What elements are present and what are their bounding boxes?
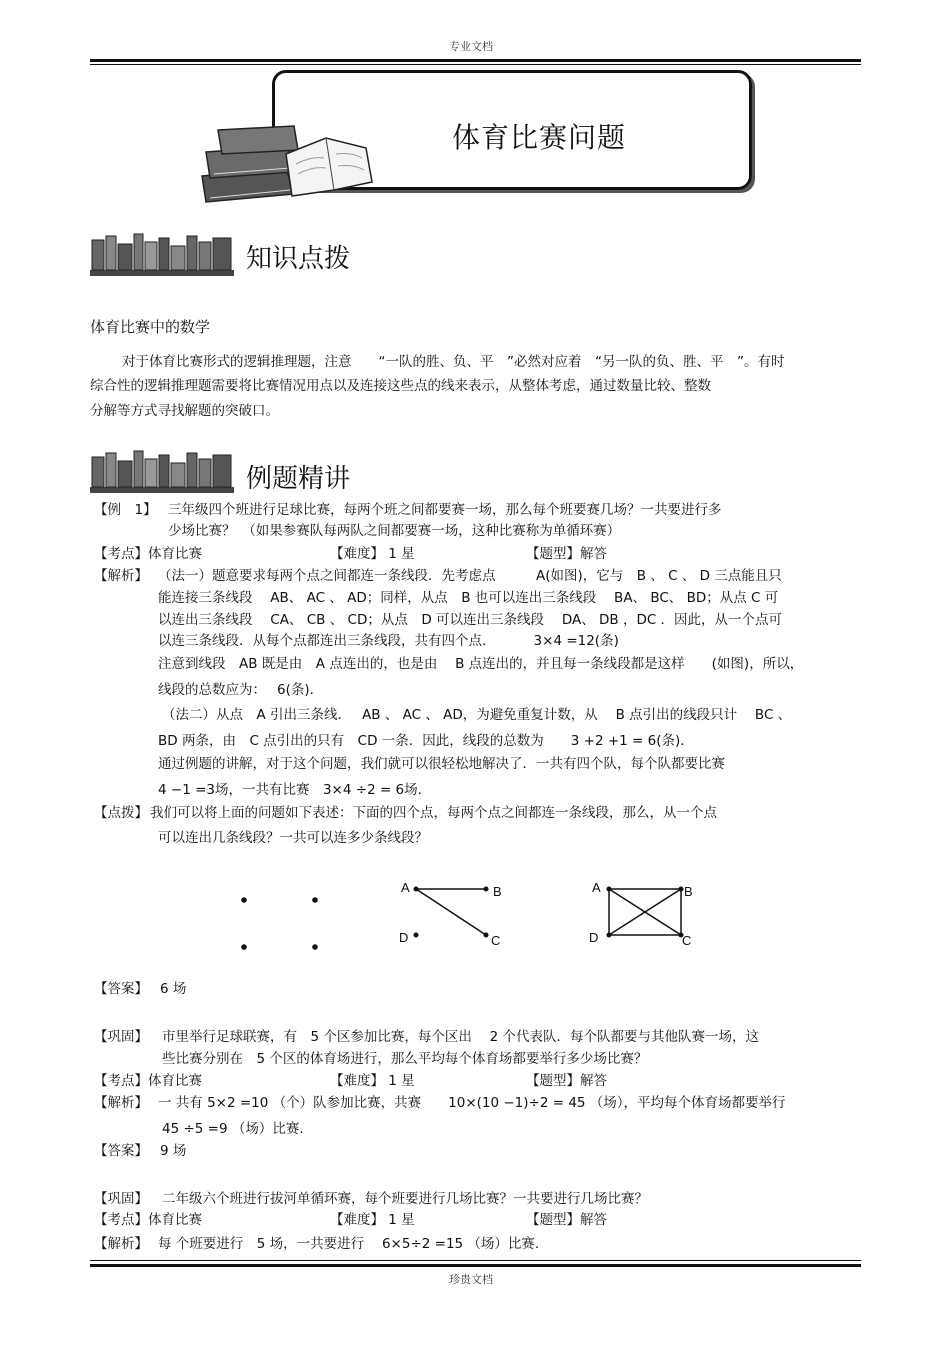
point-label-d: D [399, 930, 409, 945]
page-title: 体育比赛问题 [452, 121, 627, 154]
figure-partial-lines [414, 887, 489, 938]
nandu-label: 【难度】 1 星 [330, 1212, 415, 1228]
jiexi-line: 45 ÷5 =9 （场）比赛. [162, 1121, 304, 1137]
dots-figures [220, 870, 740, 960]
tixing-label: 【题型】解答 [526, 1212, 607, 1228]
exercise-label: 【巩固】 [94, 1029, 148, 1045]
exercise-label: 【巩固】 [94, 1191, 148, 1207]
point-label-d: D [589, 930, 599, 945]
example-label: 【例 1】 [94, 502, 157, 518]
jiexi-label: 【解析】 [94, 568, 148, 584]
jiexi-label: 【解析】 [94, 1236, 148, 1252]
jiexi-line: 通过例题的讲解，对于这个问题，我们就可以很轻松地解决了．一共有四个队，每个队都要比赛 [158, 756, 725, 772]
kaodian-label: 【考点】体育比赛 [94, 1212, 202, 1228]
jiexi-line: 注意到线段 AB 既是由 A 点连出的，也是由 B 点连出的，并且每一条线段都是这样 (如图)，所以， [158, 656, 804, 672]
exercise-question-line: 市里举行足球联赛，有 5 个区参加比赛，每个区出 2 个代表队．每个队都要与其他队赛一场，这 [162, 1029, 760, 1045]
jiexi-line: 4 −1 =3场，一共有比赛 3×4 ÷2 = 6场． [158, 782, 432, 798]
jiexi-line: 每 个班要进行 5 场，一共要进行 6×5÷2 =15 （场）比赛. [158, 1236, 540, 1252]
tixing-label: 【题型】解答 [526, 546, 607, 562]
figure-four-points [241, 897, 318, 950]
jiexi-line: （法二）从点 A 引出三条线． AB 、 AC 、 AD，为避免重复计数，从 B 点引出的线段只计 BC 、 [162, 707, 792, 723]
intro-line: 对于体育比赛形式的逻辑推理题，注意 “一队的胜、负、平 ”必然对应着 “另一队的负、胜、平 ”。有时 [122, 354, 785, 370]
header-rule-thick [90, 59, 861, 62]
footer-rule-thin [90, 1260, 861, 1261]
section-subheading: 体育比赛中的数学 [90, 318, 211, 336]
jiexi-line: 一 共有 5×2 =10 （个）队参加比赛，共赛 10×(10 −1)÷2 = 45 （场），平均每个体育场都要举行 [158, 1095, 786, 1111]
example-question-line: 少场比赛？ （如果参赛队每两队之间都要赛一场，这种比赛称为单循环赛） [168, 523, 621, 539]
nandu-label: 【难度】 1 星 [330, 546, 415, 562]
footer-rule-thick [90, 1264, 861, 1267]
point-label-c: C [491, 933, 501, 948]
point-label-b: B [684, 884, 693, 899]
point-label-b: B [493, 884, 502, 899]
bookshelf-icon [90, 449, 236, 495]
jiexi-line: BD 两条，由 C 点引出的只有 CD 一条．因此，线段的总数为 3 +2 +1 = 6(条)． [158, 733, 694, 749]
example-question-line: 三年级四个班进行足球比赛，每两个班之间都要赛一场，那么每个班要赛几场？一共要进行多 [168, 502, 722, 518]
jiexi-line: （法一）题意要求每两个点之间都连一条线段．先考虑点 A(如图)，它与 B 、 C 、 D 三点能且只 [158, 568, 782, 584]
point-label-a: A [401, 880, 410, 895]
nandu-label: 【难度】 1 星 [330, 1073, 415, 1089]
jiexi-line: 以连出三条线段 CA、 CB 、 CD；从点 D 可以连出三条线段 DA、 DB ，DC ．因此，从一个点可 [158, 612, 783, 628]
bookshelf-icon [90, 232, 236, 278]
exercise-question-line: 二年级六个班进行拔河单循环赛，每个班要进行几场比赛？一共要进行几场比赛？ [162, 1191, 648, 1207]
intro-line: 分解等方式寻找解题的突破口。 [90, 403, 279, 419]
intro-line: 综合性的逻辑推理题需要将比赛情况用点以及连接这些点的线来表示，从整体考虑，通过数量比较、整数 [90, 378, 711, 394]
answer-value: 6 场 [160, 981, 187, 997]
jiexi-line: 能连接三条线段 AB、 AC 、 AD；同样，从点 B 也可以连出三条线段 BA、 BC、 BD；从点 C 可 [158, 590, 779, 606]
jiexi-label: 【解析】 [94, 1095, 148, 1111]
page-header: 专业文档 [449, 40, 493, 53]
dianbo-line: 我们可以将上面的问题如下表述：下面的四个点，每两个点之间都连一条线段，那么，从一个点 [150, 805, 717, 821]
answer-label: 【答案】 [94, 1143, 148, 1159]
point-label-a: A [592, 880, 601, 895]
dianbo-line: 可以连出几条线段？一共可以连多少条线段？ [158, 830, 428, 846]
answer-value: 9 场 [160, 1143, 187, 1159]
exercise-question-line: 些比赛分别在 5 个区的体育场进行，那么平均每个体育场都要举行多少场比赛？ [162, 1051, 648, 1067]
kaodian-label: 【考点】体育比赛 [94, 546, 202, 562]
books-illustration [196, 124, 376, 204]
jiexi-line: 线段的总数应为： 6(条)． [158, 682, 324, 698]
answer-label: 【答案】 [94, 981, 148, 997]
header-rule-thin [90, 64, 861, 65]
section-heading-examples: 例题精讲 [246, 464, 351, 494]
section-heading-knowledge: 知识点拨 [246, 244, 351, 274]
tixing-label: 【题型】解答 [526, 1073, 607, 1089]
dianbo-label: 【点拨】 [94, 805, 148, 821]
kaodian-label: 【考点】体育比赛 [94, 1073, 202, 1089]
point-label-c: C [682, 933, 692, 948]
page-footer: 珍贵文档 [449, 1273, 493, 1286]
figure-complete-graph [607, 887, 684, 938]
jiexi-line: 以连三条线段．从每个点都连出三条线段，共有四个点． 3×4 =12(条) [158, 633, 619, 649]
